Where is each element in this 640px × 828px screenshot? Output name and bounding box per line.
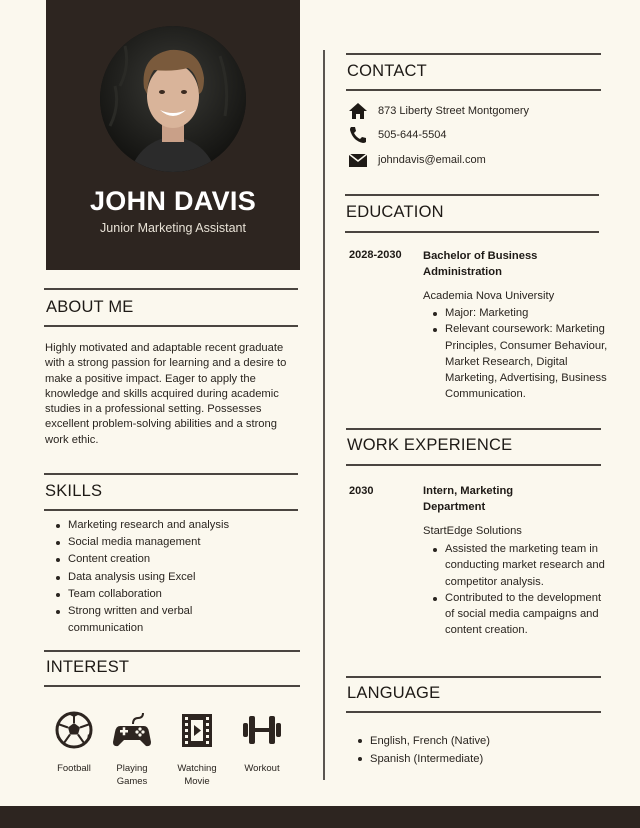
education-degree: Bachelor of Business Administration [423,250,538,278]
divider [346,428,601,430]
profile-header [46,0,300,270]
divider [44,685,300,687]
film-icon [177,710,217,750]
divider [44,509,298,511]
language-list [356,732,556,768]
phone-text: 505-644-5504 [378,129,447,141]
list-item: Major: Marketing [431,305,611,321]
education-details [431,305,611,403]
address-text: 873 Liberty Street Montgomery [378,105,530,117]
work-position: Intern, Marketing Department [423,485,514,513]
interest-label: Workout [244,763,280,774]
contact-phone [348,126,447,144]
footer-bar [0,806,640,828]
skills-title: SKILLS [45,482,103,500]
list-item: Marketing research and analysis [54,517,234,534]
work-year: 2030 [349,485,374,497]
home-icon [348,102,368,120]
gamepad-icon [112,710,152,750]
dumbbell-icon [242,710,282,750]
profile-name: JOHN DAVIS [89,186,257,216]
divider [44,325,298,327]
work-title: WORK EXPERIENCE [347,436,513,454]
skills-list [54,517,234,637]
interest-label: Playing Games [116,763,148,787]
interest-football [46,710,102,775]
education-years: 2028-2030 [349,249,402,261]
interest-movie [169,710,225,788]
list-item: Contributed to the development of social media campaigns and content creation. [431,590,613,639]
contact-title: CONTACT [347,62,427,80]
about-title: ABOUT ME [46,298,134,316]
email-text: johndavis@email.com [378,154,486,166]
divider [346,464,601,466]
language-title: LANGUAGE [347,684,441,702]
list-item: Social media management [54,534,234,551]
about-text: Highly motivated and adaptable recent graduate with a strong passion for learning and a desire to make a positive impact. Eager to apply the knowledge and skills acquired during academic studies in a professional setting. Possesses excellent problem-solving abilities and a strong work ethic. [45,342,287,446]
list-item: Data analysis using Excel [54,569,234,586]
phone-icon [348,126,368,144]
divider [44,473,298,475]
interest-label: Watching Movie [177,763,217,787]
envelope-icon [348,151,368,169]
divider [44,650,300,652]
divider [346,711,601,713]
list-item: Assisted the marketing team in conducting market research and competitor analysis. [431,541,613,590]
profile-photo [100,26,246,172]
divider [44,288,298,290]
interest-label: Football [57,763,91,774]
list-item: Strong written and verbal communication [54,603,234,637]
football-icon [54,710,94,750]
interest-games [104,710,160,788]
list-item: Spanish (Intermediate) [356,750,556,768]
column-divider [323,50,325,780]
profile-role: Junior Marketing Assistant [100,221,246,235]
contact-address [348,102,529,120]
list-item: Team collaboration [54,586,234,603]
work-company: StartEdge Solutions [423,525,522,537]
list-item: Relevant coursework: Marketing Principles, Consumer Behaviour, Market Research, Digital Marketing, Advertising, Business Communication. [431,321,611,402]
divider [345,194,599,196]
contact-email [348,151,486,169]
work-details [431,541,613,639]
divider [346,676,601,678]
education-title: EDUCATION [346,203,444,221]
list-item: English, French (Native) [356,732,556,750]
divider [346,89,601,91]
interest-title: INTEREST [46,658,130,676]
divider [345,231,599,233]
list-item: Content creation [54,551,234,568]
interest-workout [234,710,290,775]
divider [346,53,601,55]
education-school: Academia Nova University [423,290,555,302]
